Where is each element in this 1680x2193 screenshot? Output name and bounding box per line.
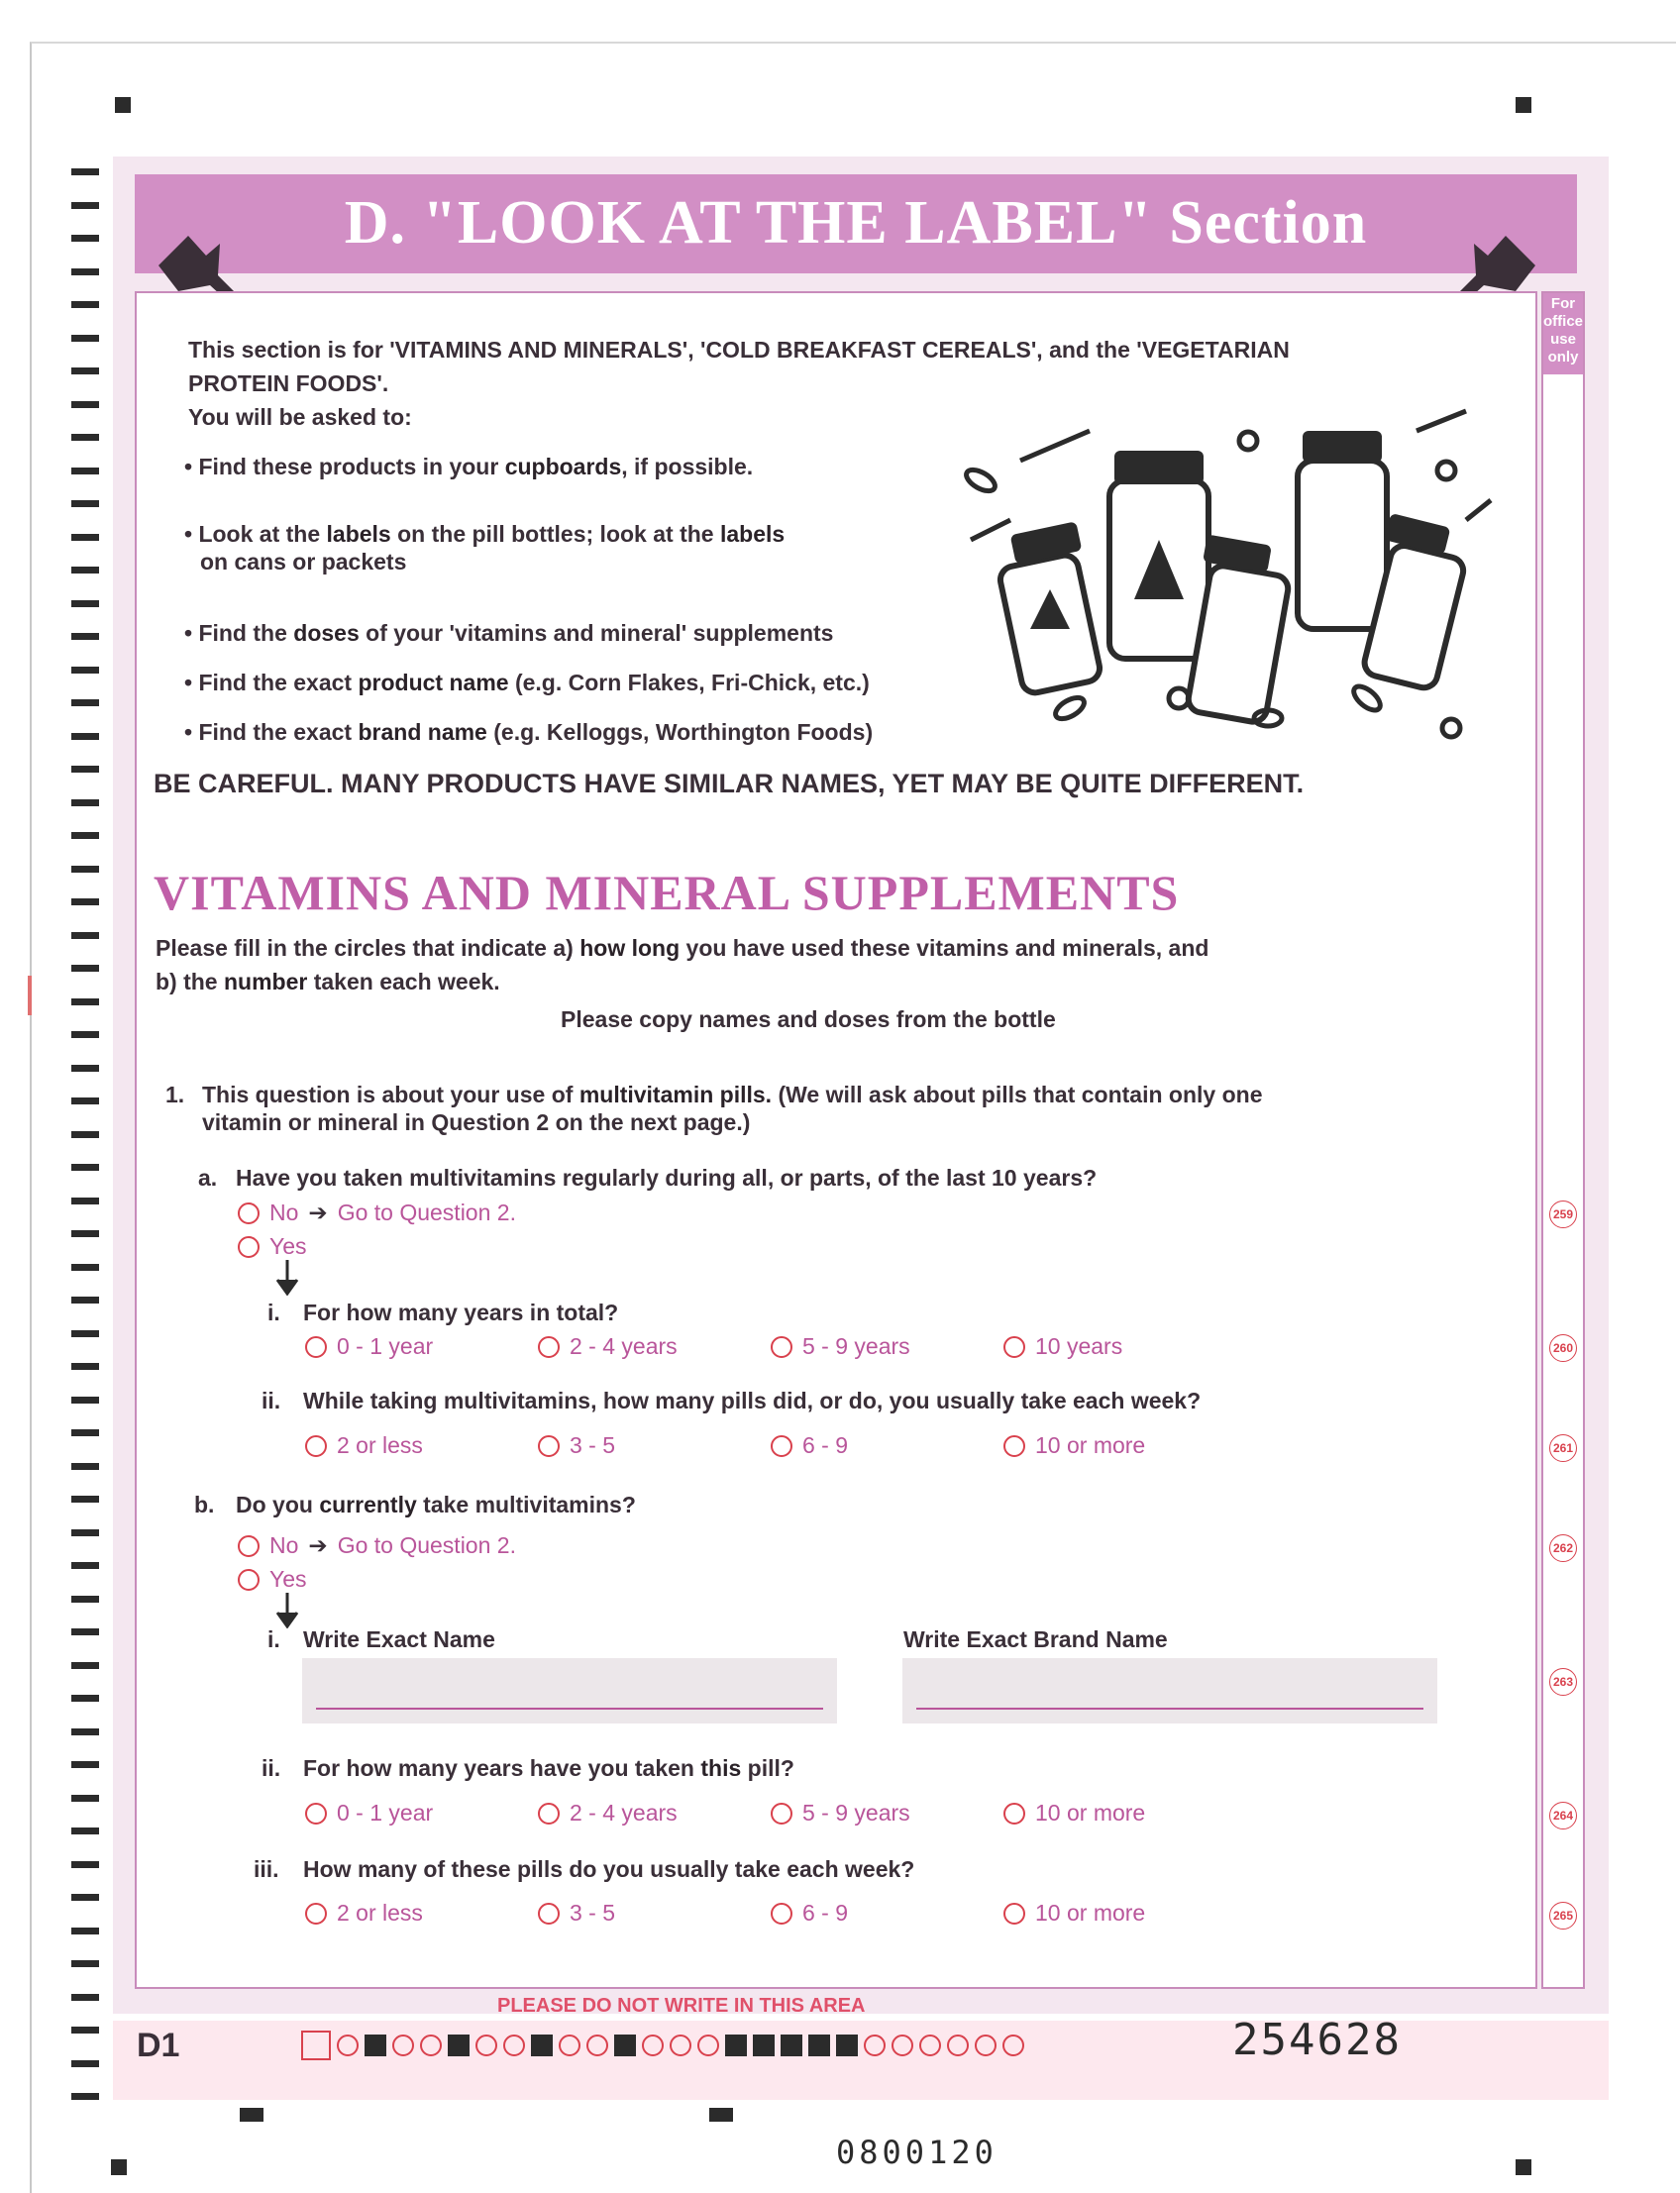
writing-line <box>316 1708 823 1710</box>
control-mark-open <box>919 2035 941 2056</box>
timing-mark <box>71 367 99 374</box>
q1b-iii-option[interactable] <box>305 1900 423 1927</box>
control-mark-open <box>392 2035 414 2056</box>
option-label: 0 - 1 year <box>337 1333 434 1359</box>
exact-name-label: Write Exact Name <box>303 1626 495 1652</box>
q1a-ii-option[interactable] <box>305 1432 423 1459</box>
option-label: 6 - 9 <box>802 1900 849 1926</box>
office-label-line: office <box>1543 313 1584 330</box>
control-mark-filled <box>614 2035 636 2056</box>
radio-circle[interactable] <box>238 1535 260 1557</box>
timing-mark <box>71 1198 99 1204</box>
option-label: 5 - 9 years <box>802 1800 910 1826</box>
timing-mark <box>71 1230 99 1237</box>
intro-line: You will be asked to: <box>188 404 412 430</box>
timing-mark <box>71 1596 99 1603</box>
control-mark-filled <box>365 2035 386 2056</box>
control-mark-filled <box>448 2035 470 2056</box>
radio-circle[interactable] <box>771 1336 792 1358</box>
timing-mark <box>71 1795 99 1802</box>
timing-mark <box>71 1861 99 1868</box>
option-label: 3 - 5 <box>570 1900 616 1926</box>
control-mark-filled <box>836 2035 858 2056</box>
radio-circle[interactable] <box>1003 1435 1025 1457</box>
timing-mark <box>71 1330 99 1337</box>
timing-mark <box>71 1463 99 1470</box>
copy-note: Please copy names and doses from the bottle <box>561 1006 1056 1032</box>
radio-circle[interactable] <box>305 1803 327 1825</box>
control-mark-open <box>642 2035 664 2056</box>
q1-text: This question is about your use of multivitamin pills. (We will ask about pills that contain only one <box>202 1082 1263 1107</box>
bullet-labels: • Look at the labels on the pill bottles; look at the labels <box>184 521 786 547</box>
timing-mark <box>71 468 99 474</box>
timing-mark <box>71 1994 99 2001</box>
timing-mark <box>71 932 99 939</box>
timing-mark <box>71 2027 99 2034</box>
timing-mark <box>71 1928 99 1934</box>
q1a-label: a. <box>198 1165 218 1191</box>
option-label: 10 years <box>1035 1333 1123 1359</box>
q1a-ii-option[interactable] <box>771 1432 848 1459</box>
q1a-i-option[interactable] <box>1003 1333 1122 1360</box>
q1b-no-option[interactable] <box>238 1532 516 1559</box>
q1b-iii-question: How many of these pills do you usually take each week? <box>303 1856 915 1882</box>
radio-circle[interactable] <box>1003 1803 1025 1825</box>
radio-circle[interactable] <box>305 1336 327 1358</box>
goto-label: Go to Question 2. <box>337 1532 516 1558</box>
bullet-cupboards: • Find these products in your cupboards, if possible. <box>184 454 754 479</box>
q1a-ii-option[interactable] <box>538 1432 615 1459</box>
timing-mark <box>71 235 99 242</box>
control-mark-open <box>975 2035 997 2056</box>
timing-mark <box>71 1562 99 1569</box>
q1b-iii-option[interactable] <box>1003 1900 1145 1927</box>
page-code: D1 <box>137 2027 180 2064</box>
q1b-ii-option[interactable] <box>1003 1800 1145 1827</box>
down-arrow-icon <box>275 1593 299 1628</box>
q1a-ii-option[interactable] <box>1003 1432 1145 1459</box>
timing-mark <box>71 866 99 873</box>
q1b-ii-option[interactable] <box>771 1800 910 1827</box>
radio-circle[interactable] <box>1003 1336 1025 1358</box>
office-code: 261 <box>1549 1434 1577 1462</box>
right-arrow-icon: ➔ <box>308 1532 328 1558</box>
option-label: 10 or more <box>1035 1900 1146 1926</box>
office-label-line: only <box>1547 349 1579 366</box>
office-code: 263 <box>1549 1668 1577 1696</box>
timing-mark <box>71 1894 99 1901</box>
q1b-iii-label: iii. <box>254 1856 279 1882</box>
q1b-ii-option[interactable] <box>538 1800 678 1827</box>
timing-mark <box>71 633 99 640</box>
control-mark-open <box>586 2035 608 2056</box>
timing-mark <box>71 998 99 1005</box>
radio-circle[interactable] <box>238 1202 260 1224</box>
writing-line <box>916 1708 1423 1710</box>
control-mark-open <box>503 2035 525 2056</box>
office-code: 260 <box>1549 1334 1577 1362</box>
timing-mark <box>71 1031 99 1038</box>
control-mark-filled <box>781 2035 802 2056</box>
timing-mark <box>71 1496 99 1503</box>
q1a-i-label: i. <box>267 1300 280 1325</box>
control-mark-filled <box>753 2035 775 2056</box>
option-label: Yes <box>269 1233 307 1259</box>
registration-mark <box>240 2108 263 2122</box>
office-code: 264 <box>1549 1802 1577 1829</box>
do-not-write-notice: PLEASE DO NOT WRITE IN THIS AREA <box>497 1995 866 2017</box>
radio-circle[interactable] <box>538 1435 560 1457</box>
vitamin-bottles-illustration <box>951 401 1506 748</box>
control-mark-open <box>475 2035 497 2056</box>
timing-mark <box>71 1529 99 1536</box>
timing-mark <box>71 401 99 408</box>
option-label: No <box>269 1532 299 1558</box>
vitamins-instruction: Please fill in the circles that indicate a) how long you have used these vitamins and minerals, and <box>156 935 1209 961</box>
option-label: 5 - 9 years <box>802 1333 910 1359</box>
control-mark-open <box>670 2035 691 2056</box>
office-code: 265 <box>1549 1902 1577 1930</box>
q1a-ii-label: ii. <box>262 1388 281 1413</box>
option-label: 3 - 5 <box>570 1432 616 1458</box>
radio-circle[interactable] <box>1003 1903 1025 1925</box>
timing-mark <box>71 799 99 806</box>
office-use-label <box>1543 293 1583 374</box>
option-label: No <box>269 1200 299 1225</box>
down-arrow-icon <box>275 1260 299 1296</box>
radio-circle[interactable] <box>538 1803 560 1825</box>
bullet-brand-name: • Find the exact brand name (e.g. Kelloggs, Worthington Foods) <box>184 719 874 745</box>
control-mark-open <box>892 2035 913 2056</box>
radio-circle[interactable] <box>771 1903 792 1925</box>
q1b-label: b. <box>194 1492 215 1517</box>
q1-text-line2: vitamin or mineral in Question 2 on the next page.) <box>202 1109 751 1135</box>
option-label: 2 - 4 years <box>570 1333 678 1359</box>
q1b-ii-label: ii. <box>262 1755 281 1781</box>
vitamins-heading: VITAMINS AND MINERAL SUPPLEMENTS <box>154 865 1180 920</box>
q1b-question: Do you currently take multivitamins? <box>236 1492 636 1517</box>
right-arrow-icon: ➔ <box>308 1200 328 1225</box>
q1a-question: Have you taken multivitamins regularly during all, or parts, of the last 10 years? <box>236 1165 1098 1191</box>
vitamins-instruction-2: b) the number taken each week. <box>156 969 500 994</box>
goto-label: Go to Question 2. <box>337 1200 516 1225</box>
timing-mark <box>71 1628 99 1635</box>
option-label: 2 or less <box>337 1900 423 1926</box>
registration-mark <box>709 2108 733 2122</box>
q1a-i-option[interactable] <box>538 1333 678 1360</box>
q1a-i-option[interactable] <box>305 1333 433 1360</box>
control-mark-filled <box>531 2035 553 2056</box>
section-header <box>135 174 1577 273</box>
bottom-code: 0800120 <box>836 2134 998 2171</box>
q1a-i-option[interactable] <box>771 1333 910 1360</box>
timing-mark <box>71 168 99 175</box>
timing-mark <box>71 600 99 607</box>
office-label-line: use <box>1550 331 1576 348</box>
q1a-i-question: For how many years in total? <box>303 1300 619 1325</box>
control-mark-open <box>420 2035 442 2056</box>
option-label: 2 - 4 years <box>570 1800 678 1826</box>
control-mark-filled <box>808 2035 830 2056</box>
edge-mark <box>28 976 32 1015</box>
timing-mark <box>71 898 99 905</box>
option-label: 6 - 9 <box>802 1432 849 1458</box>
option-label: 2 or less <box>337 1432 423 1458</box>
registration-mark <box>115 97 131 113</box>
timing-mark <box>71 1429 99 1436</box>
office-label-line: For <box>1550 295 1576 312</box>
intro-line: PROTEIN FOODS'. <box>188 370 389 396</box>
control-box <box>301 2031 331 2060</box>
bullet-doses: • Find the doses of your 'vitamins and mineral' supplements <box>184 620 834 646</box>
timing-mark <box>71 301 99 308</box>
timing-mark <box>71 1097 99 1104</box>
timing-mark <box>71 1828 99 1834</box>
timing-mark <box>71 1065 99 1072</box>
intro-line: This section is for 'VITAMINS AND MINERALS', 'COLD BREAKFAST CEREALS', and the 'VEGETARIAN <box>188 337 1290 363</box>
timing-mark <box>71 434 99 441</box>
control-mark-open <box>559 2035 580 2056</box>
control-mark-open <box>864 2035 886 2056</box>
timing-mark <box>71 1761 99 1768</box>
radio-circle[interactable] <box>238 1236 260 1258</box>
q1a-yes-option[interactable] <box>238 1233 307 1260</box>
q1b-ii-option[interactable] <box>305 1800 433 1827</box>
timing-mark <box>71 667 99 674</box>
timing-mark <box>71 335 99 342</box>
timing-mark <box>71 1960 99 1967</box>
registration-mark <box>1516 2159 1531 2175</box>
q1b-iii-option[interactable] <box>771 1900 848 1927</box>
radio-circle[interactable] <box>771 1803 792 1825</box>
timing-mark <box>71 1363 99 1370</box>
exact-brand-label: Write Exact Brand Name <box>903 1626 1168 1652</box>
office-code: 262 <box>1549 1534 1577 1562</box>
office-code: 259 <box>1549 1201 1577 1228</box>
timing-mark <box>71 2093 99 2100</box>
control-mark-open <box>947 2035 969 2056</box>
timing-mark <box>71 832 99 839</box>
q1-number: 1. <box>165 1082 185 1107</box>
timing-mark <box>71 202 99 209</box>
timing-mark <box>71 2060 99 2067</box>
q1b-ii-question: For how many years have you taken this pill? <box>303 1755 794 1781</box>
exact-brand-field[interactable] <box>902 1658 1437 1723</box>
radio-circle[interactable] <box>305 1435 327 1457</box>
timing-mark <box>71 1264 99 1271</box>
timing-mark <box>71 766 99 773</box>
option-label: 10 or more <box>1035 1800 1146 1826</box>
option-label: 0 - 1 year <box>337 1800 434 1826</box>
registration-mark <box>111 2159 127 2175</box>
timing-mark <box>71 965 99 972</box>
timing-mark <box>71 1728 99 1735</box>
control-mark-open <box>1002 2035 1024 2056</box>
q1b-iii-option[interactable] <box>538 1900 615 1927</box>
exact-name-field[interactable] <box>302 1658 837 1723</box>
timing-mark <box>71 1695 99 1702</box>
timing-mark <box>71 1397 99 1404</box>
q1b-yes-option[interactable] <box>238 1566 307 1593</box>
radio-circle[interactable] <box>305 1903 327 1925</box>
radio-circle[interactable] <box>771 1435 792 1457</box>
timing-mark <box>71 1662 99 1669</box>
timing-mark <box>71 268 99 275</box>
timing-mark <box>71 1164 99 1171</box>
q1a-ii-question: While taking multivitamins, how many pills did, or do, you usually take each week? <box>303 1388 1202 1413</box>
timing-mark <box>71 1297 99 1304</box>
careful-warning: BE CAREFUL. MANY PRODUCTS HAVE SIMILAR NAMES, YET MAY BE QUITE DIFFERENT. <box>154 769 1305 798</box>
option-label: Yes <box>269 1566 307 1592</box>
bullet-labels-line2: on cans or packets <box>200 549 407 574</box>
bullet-product-name: • Find the exact product name (e.g. Corn Flakes, Fri-Chick, etc.) <box>184 670 870 695</box>
timing-mark <box>71 1131 99 1138</box>
radio-circle[interactable] <box>538 1336 560 1358</box>
timing-mark <box>71 534 99 541</box>
registration-mark <box>1516 97 1531 113</box>
q1b-i-label: i. <box>267 1626 280 1652</box>
radio-circle[interactable] <box>238 1569 260 1591</box>
timing-mark <box>71 733 99 740</box>
timing-mark <box>71 567 99 574</box>
radio-circle[interactable] <box>538 1903 560 1925</box>
control-mark-filled <box>725 2035 747 2056</box>
control-mark-open <box>337 2035 359 2056</box>
control-mark-open <box>697 2035 719 2056</box>
option-label: 10 or more <box>1035 1432 1146 1458</box>
section-title: D. "LOOK AT THE LABEL" Section <box>344 189 1368 257</box>
office-use-column <box>1541 291 1585 1989</box>
timing-mark <box>71 699 99 706</box>
q1a-no-option[interactable] <box>238 1200 516 1226</box>
serial-number: 254628 <box>1232 2015 1402 2065</box>
timing-mark <box>71 500 99 507</box>
